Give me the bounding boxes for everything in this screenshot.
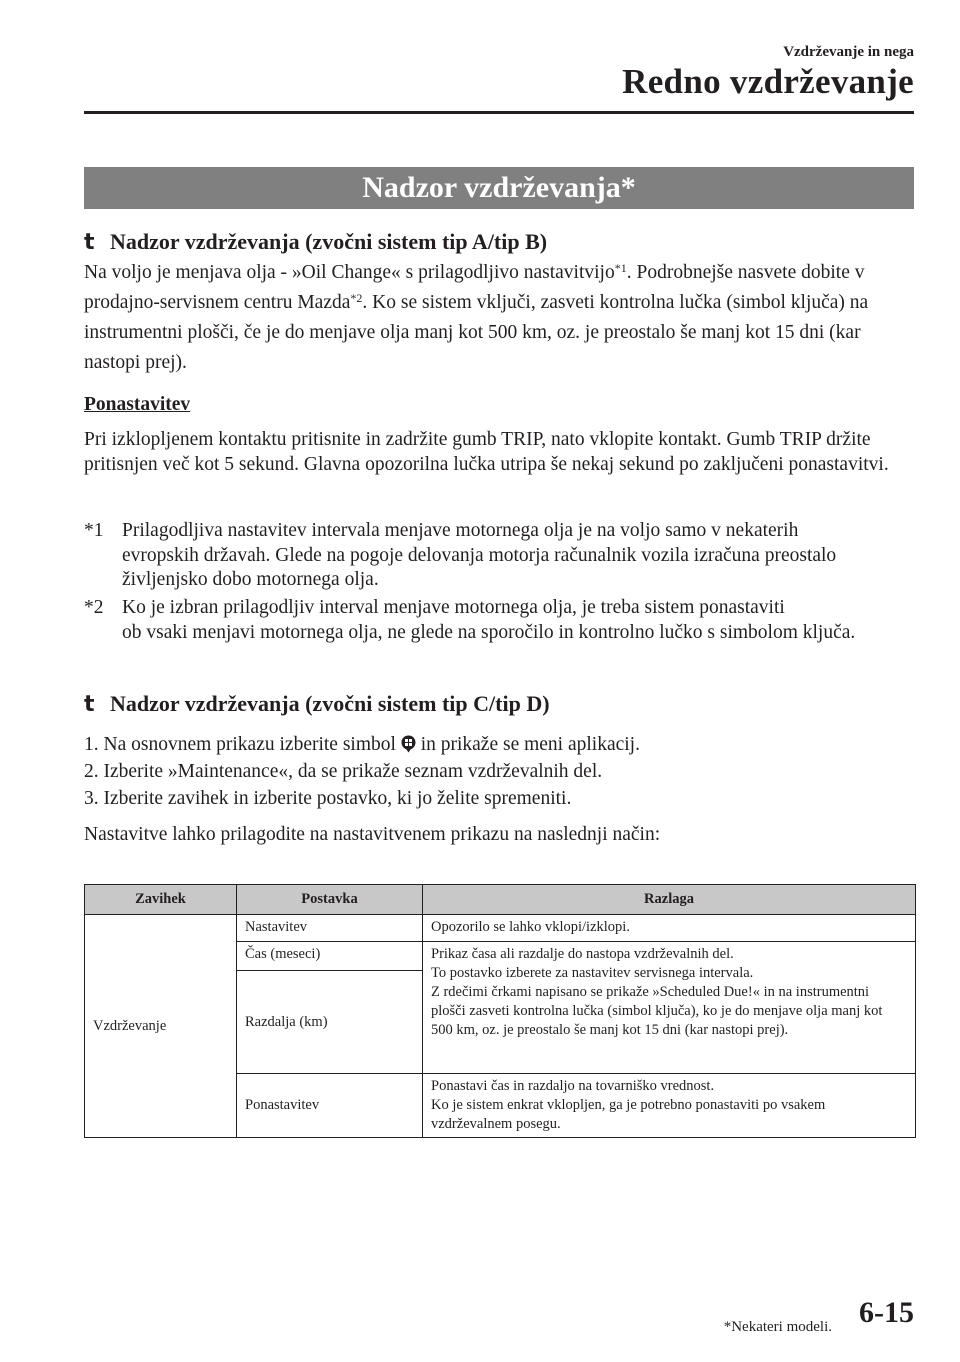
desc-line: Prikaz časa ali razdalje do nastopa vzdrževalnih del. [431, 946, 734, 962]
item-cell: Čas (meseci) [237, 942, 423, 971]
heading-type-a-b [84, 229, 547, 255]
topic-banner: Nadzor vzdrževanja* [84, 167, 914, 209]
bullet-icon: t [84, 230, 95, 255]
bullet-icon: t [84, 692, 95, 717]
footnote-1 [84, 519, 924, 593]
item-cell: Nastavitev [237, 915, 423, 942]
para-text: Na voljo je menjava olja - »Oil Change« s prilagodljivo nastavitvijo [84, 262, 615, 283]
footnote-text-cont: ob vsaki menjavi motornega olja, ne glede na sporočilo in kontrolno lučko s simbolom ključa. [122, 621, 856, 643]
footnote-ref: *1 [614, 261, 627, 275]
para-text: . Podrobnejše nasvete dobite v prodajno-servisnem centru Mazda [84, 262, 865, 313]
reset-paragraph: Pri izklopljenem kontaktu pritisnite in zadržite gumb TRIP, nato vklopite kontakt. Gumb TRIP držite pritisnjen več kot 5 sekund. Glavna opozorilna lučka utripa še nekaj sekund po zaključeni ponastavitvi. [84, 429, 889, 475]
footnote-2 [84, 596, 924, 645]
page-number: 6-15 [859, 1296, 914, 1329]
desc-cell [423, 1074, 916, 1138]
desc-line: Ponastavi čas in razdaljo na tovarniško vrednost. [431, 1078, 715, 1094]
step-text: in prikaže se meni aplikacij. [420, 734, 640, 755]
reset-heading-text: Ponastavitev [84, 394, 191, 415]
step-1 [84, 731, 924, 758]
step-3 [84, 785, 924, 812]
footnote-tag: *1 [84, 520, 104, 541]
item-cell: Razdalja (km) [237, 971, 423, 1074]
step-number: 3. [84, 788, 99, 809]
step-number: 1. [84, 734, 99, 755]
para-text: . Ko se sistem vključi, zasveti kontrolna lučka (simbol ključa) na instrumentni plošči, če je do menjave olja manj kot 500 km, oz. je preostalo še manj kot 15 dni (kar nastopi prej). [84, 292, 869, 373]
footnote-text: Prilagodljiva nastavitev intervala menjave motornega olja je na voljo samo v nekaterih [122, 520, 799, 541]
heading-text: Nadzor vzdrževanja (zvočni sistem tip A/tip B) [110, 229, 548, 254]
heading-type-c-d [84, 691, 550, 717]
settings-intro: Nastavitve lahko prilagodite na nastavitvenem prikazu na naslednji način: [84, 824, 661, 845]
desc-cell [423, 942, 916, 1074]
reset-heading [84, 390, 914, 420]
step-2 [84, 758, 924, 785]
table-row [85, 915, 916, 942]
heading-text: Nadzor vzdrževanja (zvočni sistem tip C/tip D) [110, 691, 550, 716]
desc-line: Z rdečimi črkami napisano se prikaže »Scheduled Due!« in na instrumentni plošči zasveti kontrolna lučka (simbol ključa), ko je do menjave olja manj kot 500 km, oz. je preostalo še manj kot 15 dni (kar nastopi prej). [431, 984, 883, 1038]
table-header-row [85, 885, 916, 915]
footnote-tag: *2 [84, 597, 104, 618]
column-header: Postavka [237, 885, 423, 915]
desc-cell: Opozorilo se lahko vklopi/izklopi. [423, 915, 916, 942]
chapter-title: Vzdrževanje in nega [783, 44, 914, 60]
footnote-some-models: *Nekateri modeli. [723, 1319, 832, 1335]
item-cell: Ponastavitev [237, 1074, 423, 1138]
step-text: Izberite zavihek in izberite postavko, ki jo želite spremeniti. [103, 788, 572, 809]
settings-table [84, 884, 916, 1138]
steps-list [84, 731, 924, 812]
column-header: Razlaga [423, 885, 916, 915]
desc-line: To postavko izberete za nastavitev servisnega intervala. [431, 965, 754, 981]
section-title: Redno vzdrževanje [622, 62, 914, 101]
applications-icon [401, 734, 416, 752]
header-rule [84, 111, 914, 114]
step-text: Na osnovnem prikazu izberite simbol [103, 734, 396, 755]
oil-change-paragraph [84, 258, 914, 378]
step-number: 2. [84, 761, 99, 782]
footnote-text: Ko je izbran prilagodljiv interval menjave motornega olja, je treba sistem ponastaviti [122, 597, 785, 618]
footnote-ref: *2 [350, 291, 363, 305]
step-text: Izberite »Maintenance«, da se prikaže seznam vzdrževalnih del. [103, 761, 603, 782]
column-header: Zavihek [85, 885, 237, 915]
desc-line: Ko je sistem enkrat vklopljen, ga je potrebno ponastaviti po vsakem vzdrževalnem posegu. [431, 1097, 826, 1132]
footnote-text-cont: evropskih državah. Glede na pogoje delovanja motorja računalnik vozila izračuna preostalo življenjsko dobo motornega olja. [122, 544, 837, 590]
tab-cell: Vzdrževanje [85, 915, 237, 1138]
